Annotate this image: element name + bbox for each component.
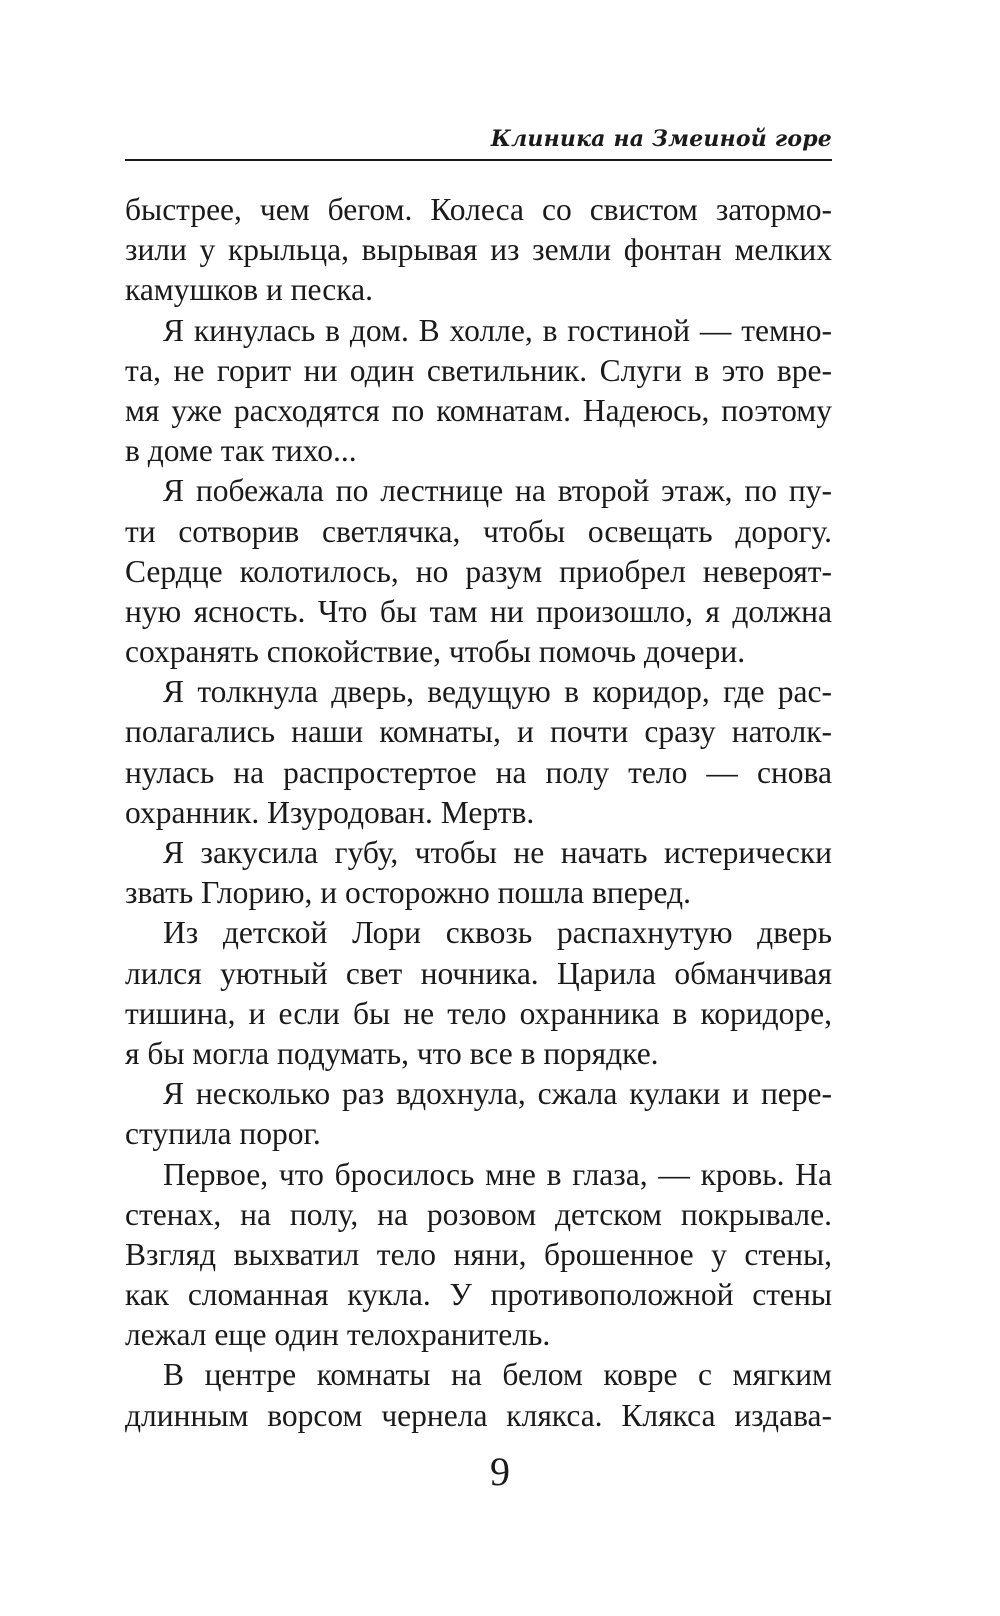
text-line: охранник. Изуродован. Мертв.	[125, 794, 535, 830]
text-line: зили у крыльца, вырывая из земли фонтан мелких	[125, 232, 832, 268]
text-line: Взгляд выхватил тело няни, брошенное у стены,	[125, 1236, 832, 1272]
text-line: ступила порог.	[125, 1116, 321, 1152]
text-line: ти сотворив светлячка, чтобы освещать дорогу.	[125, 513, 832, 549]
text-line: нулась на распростертое на полу тело — снова	[125, 754, 832, 790]
page-text	[125, 190, 832, 1436]
text-line: Я кинулась в дом. В холле, в гостиной — темно-	[163, 312, 832, 348]
text-line: та, не горит ни один светильник. Слуги в это вре-	[125, 352, 832, 388]
text-line: Я закусила губу, чтобы не начать истерически	[163, 835, 832, 870]
header-rule	[125, 159, 832, 161]
text-line: сохранять спокойствие, чтобы помочь дочери.	[125, 634, 746, 670]
text-line: камушков и песка.	[125, 272, 373, 308]
text-line: Я побежала по лестнице на второй этаж, по пу-	[163, 473, 832, 509]
text-line: длинным ворсом чернела клякса. Клякса издава-	[125, 1397, 832, 1433]
text-line: Сердце колотилось, но разум приобрел невероят-	[125, 553, 832, 589]
text-line: Я несколько раз вдохнула, сжала кулаки и пере-	[163, 1076, 832, 1112]
text-line: я бы могла подумать, что все в порядке.	[125, 1035, 659, 1071]
text-line: Из детской Лори сквозь распахнутую дверь	[163, 915, 832, 951]
text-line: мя уже расходятся по комнатам. Надеюсь, поэтому	[125, 392, 832, 428]
text-line: полагались наши комнаты, и почти сразу натолк-	[125, 714, 832, 750]
text-line: В центре комнаты на белом ковре с мягким	[163, 1357, 832, 1393]
text-line: ную ясность. Что бы там ни произошло, я должна	[125, 593, 832, 629]
text-line: как сломанная кукла. У противоположной стены	[125, 1277, 832, 1313]
text-line: лежал еще один телохранитель.	[125, 1317, 551, 1353]
page-number: 9	[490, 1449, 510, 1494]
text-line: лился уютный свет ночника. Царила обманчивая	[125, 955, 832, 991]
text-line: быстрее, чем бегом. Колеса со свистом затормо-	[125, 192, 832, 227]
text-line: в доме так тихо...	[125, 433, 357, 469]
text-line: стенах, на полу, на розовом детском покрывале.	[125, 1196, 832, 1232]
text-line: тишина, и если бы не тело охранника в коридоре,	[125, 995, 832, 1031]
text-line: Я толкнула дверь, ведущую в коридор, где рас-	[163, 674, 832, 710]
text-line: звать Глорию, и осторожно пошла вперед.	[125, 875, 691, 911]
text-line: Первое, что бросилось мне в глаза, — кровь. На	[163, 1156, 832, 1192]
running-head: Клиника на Змеиной горе	[490, 126, 832, 152]
